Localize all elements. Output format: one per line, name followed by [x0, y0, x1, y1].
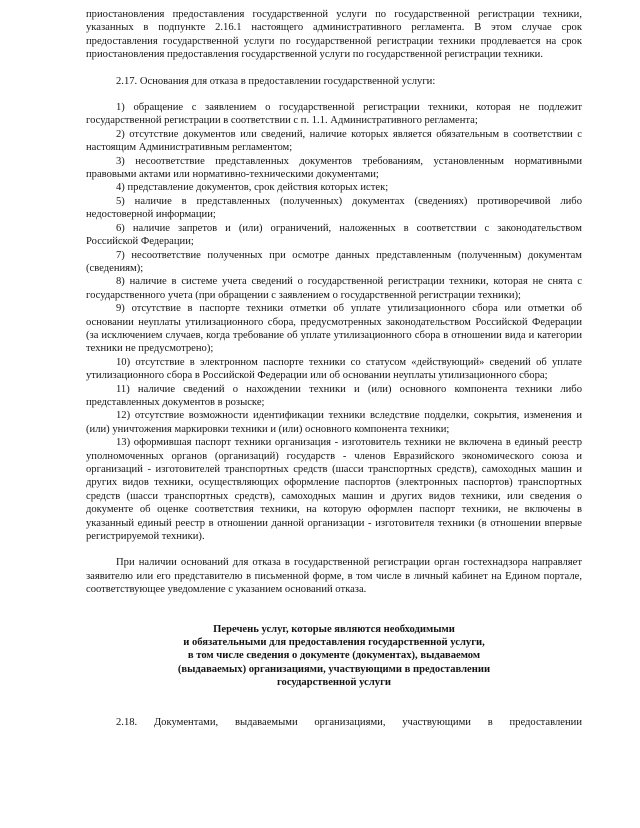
refusal-ground-item: 3) несоответствие представленных документов требованиям, установленным нормативными правовыми актами или нормативно-техническими документами; [86, 155, 582, 181]
services-heading-line: (выдаваемых) организациями, участвующими в предоставлении [177, 663, 491, 675]
refusal-ground-item: 9) отсутствие в паспорте техники отметки об уплате утилизационного сбора или отметки об основании неуплаты утилизационного сбора, предусмотренных законодательством Российской Федерации (за исключением случаев, когда требование об уплате утилизационного сбора в отношении вида и категории техники не предусмотрено); [86, 303, 582, 355]
services-section-heading [86, 623, 582, 690]
refusal-ground-item: 8) наличие в системе учета сведений о государственной регистрации техники, которая не снята с государственного учета (при обращении с заявлением о государственной регистрации техники); [86, 276, 582, 301]
refusal-notice-paragraph: При наличии оснований для отказа в государственной регистрации орган гостехнадзора направляет заявителю или его представителю в письменной форме, в том числе в личный кабинет на Едином портале, соответствующее уведомление с указанием оснований отказа. [86, 557, 582, 596]
refusal-ground-item: 11) наличие сведений о нахождении техники и (или) основного компонента техники либо представленных документов в розыске; [86, 383, 582, 408]
intro-paragraph: приостановления предоставления государственной услуги по государственной регистрации техники, указанных в подпункте 2.16.1 настоящего административного регламента. В этом случае срок предоставления государственной услуги по государственной регистрации техники продлевается на срок приостановления предоставления государственной услуги по государственной регистрации техники. [86, 9, 582, 61]
services-heading-line: Перечень услуг, которые являются необходимыми [213, 623, 455, 635]
section-2-17-heading: 2.17. Основания для отказа в предоставлении государственной услуги: [116, 75, 436, 87]
refusal-ground-item: 6) наличие запретов и (или) ограничений, наложенных в соответствии с законодательством Российской Федерации; [86, 222, 582, 248]
refusal-ground-item: 1) обращение с заявлением о государственной регистрации техники, которая не подлежит государственной регистрации в соответствии с п. 1.1. Административного регламента; [86, 102, 582, 127]
document-page [86, 8, 582, 729]
refusal-ground-item: 10) отсутствие в электронном паспорте техники со статусом «действующий» сведений об уплате утилизационного сбора в Российской Федерации или об основании неуплаты утилизационного сбора; [86, 356, 582, 382]
refusal-grounds-list [86, 101, 582, 543]
services-heading-line: государственной услуги [277, 677, 391, 689]
refusal-ground-item: 4) представление документов, срок действия которых истек; [116, 182, 389, 194]
refusal-ground-item: 13) оформившая паспорт техники организация - изготовитель техники не включена в единый реестр уполномоченных органов (организаций) государств - членов Евразийского экономического союза и организаций - изготовителей транспортных средств (шасси транспортных средств), самоходных машин и других видов техники, осуществляющих оформление паспортов (электронных паспортов) транспортных средств (шасси транспортных средств), самоходных машин и других видов техники, или сведения о документе об оценке соответствия техники, на которую оформлен паспорт техники, не включены в указанный единый реестр в отношении данной организации - изготовителя техники (в отношении впервые регистрируемой техники). [86, 437, 582, 543]
refusal-ground-item: 12) отсутствие возможности идентификации техники вследствие подделки, сокрытия, изменения и (или) уничтожения маркировки техники и (или) основного компонента техники; [86, 410, 582, 435]
refusal-ground-item: 2) отсутствие документов или сведений, наличие которых является обязательным в соответствии с настоящим Административным регламентом; [86, 128, 582, 154]
services-heading-line: и обязательными для предоставления государственной услуги, [183, 637, 485, 649]
refusal-ground-item: 5) наличие в представленных (полученных) документах (сведениях) противоречивой либо недостоверной информации; [86, 195, 582, 221]
services-heading-line: в том числе сведения о документе (документах), выдаваемом [187, 650, 481, 662]
refusal-ground-item: 7) несоответствие полученных при осмотре данных представленным (полученным) документам (сведениям); [86, 249, 582, 274]
section-2-18-start: 2.18. Документами, выдаваемыми организациями, участвующими в предоставлении [116, 716, 582, 728]
